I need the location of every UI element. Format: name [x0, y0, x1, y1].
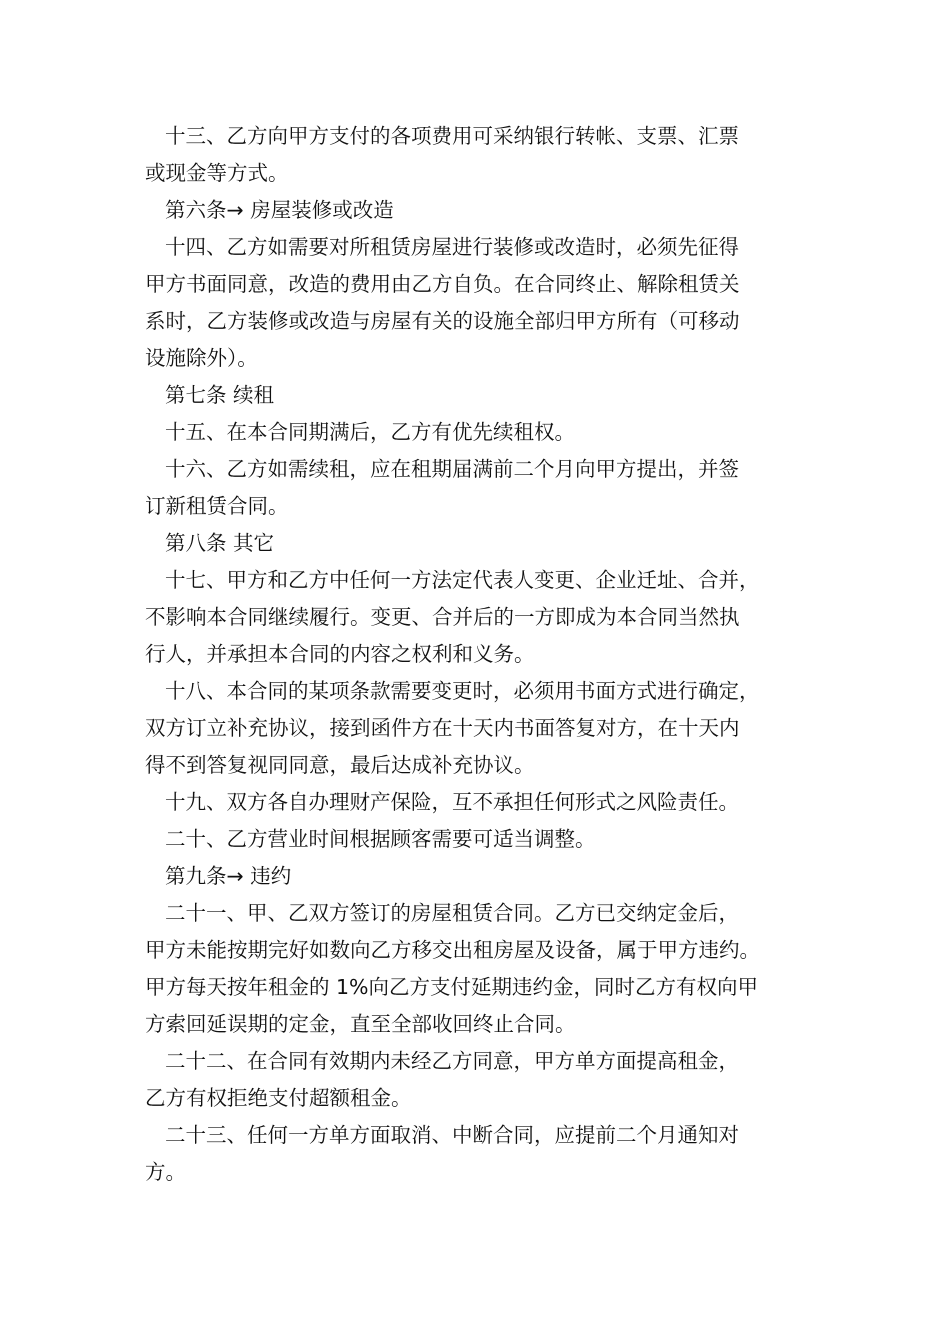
section-heading: 第六条→ 房屋装修或改造	[165, 198, 394, 222]
text-line: 不影响本合同继续履行。变更、合并后的一方即成为本合同当然执	[145, 605, 740, 629]
text-line: 二十二、在合同有效期内未经乙方同意，甲方单方面提高租金，	[165, 1049, 739, 1073]
section-heading: 第七条 续租	[165, 383, 275, 407]
section-heading: 第九条→ 违约	[165, 864, 292, 888]
text-line: 订新租赁合同。	[145, 494, 289, 518]
text-line: 设施除外）。	[145, 346, 258, 370]
text-line: 方索回延误期的定金，直至全部收回终止合同。	[145, 1012, 576, 1036]
text-line: 十九、双方各自办理财产保险，互不承担任何形式之风险责任。	[165, 790, 739, 814]
text-line: 十六、乙方如需续租，应在租期届满前二个月向甲方提出，并签	[165, 457, 739, 481]
text-line: 方。	[145, 1160, 186, 1184]
text-line: 二十、乙方营业时间根据顾客需要可适当调整。	[165, 827, 596, 851]
section-heading: 第八条 其它	[165, 531, 275, 555]
text-line: 得不到答复视同同意，最后达成补充协议。	[145, 753, 535, 777]
text-line: 甲方每天按年租金的 1%向乙方支付延期违约金，同时乙方有权向甲	[145, 975, 759, 999]
document-page	[145, 118, 810, 1191]
text-line: 双方订立补充协议，接到函件方在十天内书面答复对方，在十天内	[145, 716, 740, 740]
text-line: 乙方有权拒绝支付超额租金。	[145, 1086, 412, 1110]
text-line: 十四、乙方如需要对所租赁房屋进行装修或改造时，必须先征得	[165, 235, 739, 259]
text-line: 十七、甲方和乙方中任何一方法定代表人变更、企业迁址、合并，	[165, 568, 760, 592]
text-line: 或现金等方式。	[145, 161, 289, 185]
text-line: 系时，乙方装修或改造与房屋有关的设施全部归甲方所有（可移动	[145, 309, 740, 333]
text-line: 十三、乙方向甲方支付的各项费用可采纳银行转帐、支票、汇票	[165, 124, 739, 148]
text-line: 十八、本合同的某项条款需要变更时，必须用书面方式进行确定，	[165, 679, 760, 703]
text-line: 甲方未能按期完好如数向乙方移交出租房屋及设备，属于甲方违约。	[145, 938, 760, 962]
text-line: 甲方书面同意，改造的费用由乙方自负。在合同终止、解除租赁关	[145, 272, 740, 296]
text-line: 二十一、甲、乙双方签订的房屋租赁合同。乙方已交纳定金后，	[165, 901, 739, 925]
text-line: 二十三、任何一方单方面取消、中断合同，应提前二个月通知对	[165, 1123, 739, 1147]
text-line: 十五、在本合同期满后，乙方有优先续租权。	[165, 420, 575, 444]
text-line: 行人，并承担本合同的内容之权利和义务。	[145, 642, 535, 666]
